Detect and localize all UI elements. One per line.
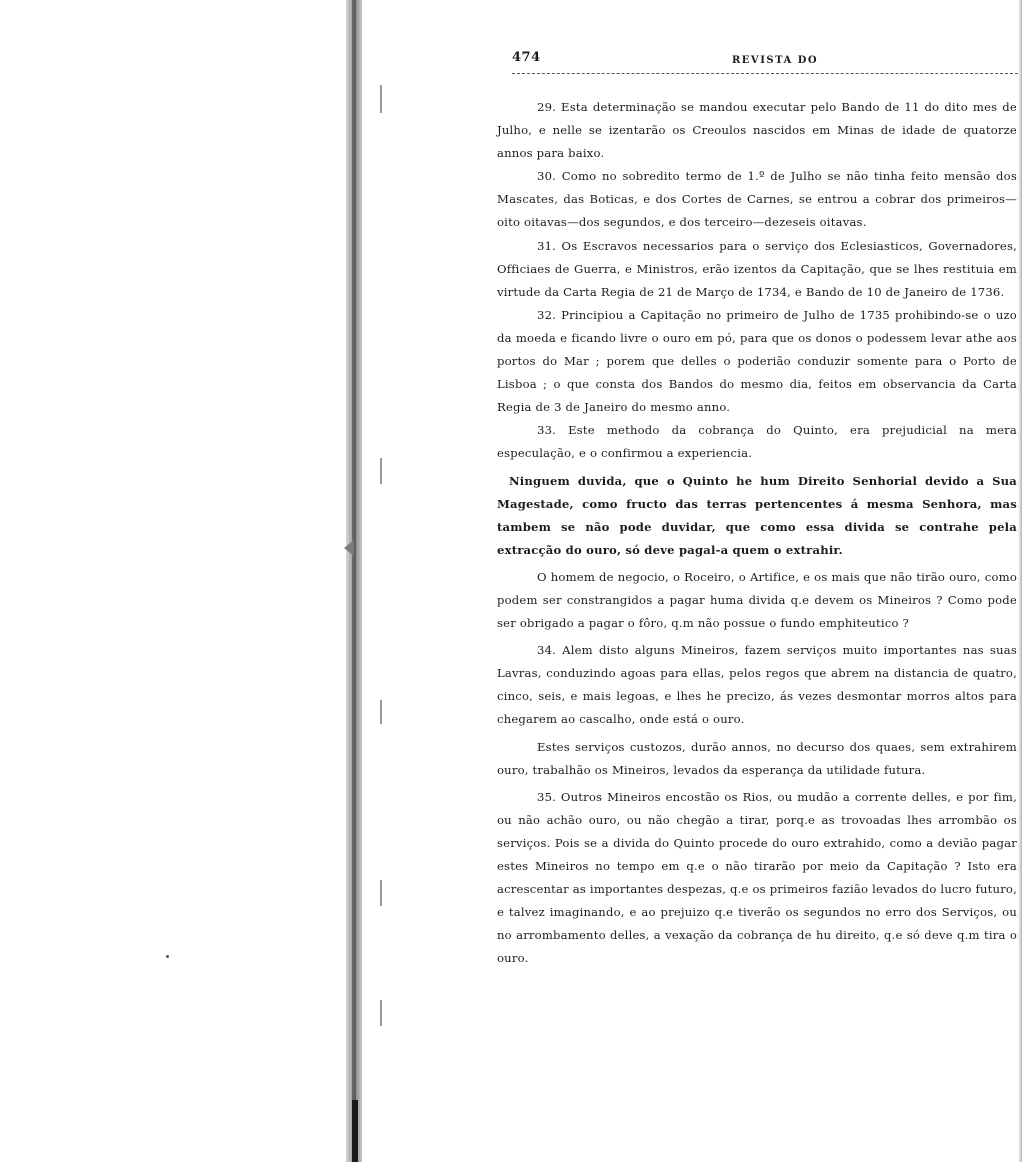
scan-mark: [380, 458, 382, 484]
paragraph-30: 30. Como no sobredito termo de 1.º de Julho se não tinha feito mensão dos Mascates, das Boticas, e dos Cortes de Carnes, se entrou a cobrar dos primeiros—oito oitavas—dos segundos, e dos terceiro—dezeseis oitavas.: [497, 169, 1017, 230]
paragraph-29: 29. Esta determinação se mandou executar pelo Bando de 11 do dito mes de Julho, e nelle se izentarão os Creoulos nascidos em Minas de idade de quatorze annos para baixo.: [497, 100, 1017, 161]
page-edge-shadow: [1018, 0, 1022, 1162]
spine-marker: [344, 540, 354, 556]
paragraph-31: 31. Os Escravos necessarios para o serviço dos Eclesiasticos, Governadores, Officiaes de Guerra, e Ministros, erão izentos da Capitação, que se lhes restituia em virtude da Carta Regia de 21 de Março de 1734, e Bando de 10 de Janeiro de 1736.: [497, 238, 1017, 299]
spine-foot-shadow: [352, 1100, 358, 1162]
scan-mark: [380, 1000, 382, 1026]
paragraph-homem-de-negocio: O homem de negocio, o Roceiro, o Artifice, e os mais que não tirão ouro, como podem ser constrangidos a pagar huma divida q.e devem os Mineiros ? Como pode ser obrigado a pagar o fôro, q.m não possue o fundo emphiteutico ?: [497, 569, 1017, 631]
running-title: REVISTA DO: [732, 55, 819, 66]
paragraph-33: 33. Este methodo da cobrança do Quinto, era prejudicial na mera especulação, e o confirmou a experiencia.: [497, 423, 1017, 461]
paragraph-quinto-direito: Ninguem duvida, que o Quinto he hum Direito Senhorial devido a Sua Magestade, como fructo das terras pertencentes á mesma Senhora, mas tambem se não pode duvidar, que como essa divida se contrahe pela extracção do ouro, só deve pagal-a quem o extrahir.: [497, 473, 1017, 557]
paragraph-35: 35. Outros Mineiros encostão os Rios, ou mudão a corrente delles, e por fim, ou não achão ouro, ou não chegão a tirar, porq.e as trovoadas lhes arrombão os serviços. Pois se a divida do Quinto procede do ouro extrahido, como a devião pagar estes Mineiros no tempo em q.e o não tirarão por meio da Capitação ? Isto era acrescentar as importantes despezas, q.e os primeiros fazião levados do lucro futuro, e talvez imaginando, e ao prejuizo q.e tiverão os segundos no erro dos Serviços, ou no arrombamento delles, a vexação da cobrança de hu direito, q.e só deve q.m tira o ouro.: [497, 789, 1017, 966]
paragraph-32: 32. Principiou a Capitação no primeiro de Julho de 1735 prohibindo-se o uzo da moeda e ficando livre o ouro em pó, para que os donos o podessem levar athe aos portos do Mar ; porem que delles o poderião conduzir somente para o Porto de Lisboa ; o que consta dos Bandos do mesmo dia, feitos em observancia da Carta Regia de 3 de Janeiro do mesmo anno.: [497, 307, 1017, 415]
book-spine-line: [352, 0, 356, 1162]
paragraph-servicos-custozos: Estes serviços custozos, durão annos, no decurso dos quaes, sem extrahirem ouro, trabalhão os Mineiros, levados da esperança da utilidade futura.: [497, 739, 1017, 777]
scan-mark: [380, 880, 382, 906]
scan-speck: [166, 955, 169, 958]
page-number: 474: [512, 50, 541, 65]
document-body: [497, 96, 1017, 970]
header-rule: [512, 73, 1018, 74]
scan-mark: [380, 85, 382, 113]
paragraph-34: 34. Alem disto alguns Mineiros, fazem serviços muito importantes nas suas Lavras, conduzindo agoas para ellas, pelos regos que abrem na distancia de quatro, cinco, seis, e mais legoas, e lhes he precizo, ás vezes desmontar morros altos para chegarem ao cascalho, onde está o ouro.: [497, 643, 1017, 727]
scan-mark: [380, 700, 382, 724]
